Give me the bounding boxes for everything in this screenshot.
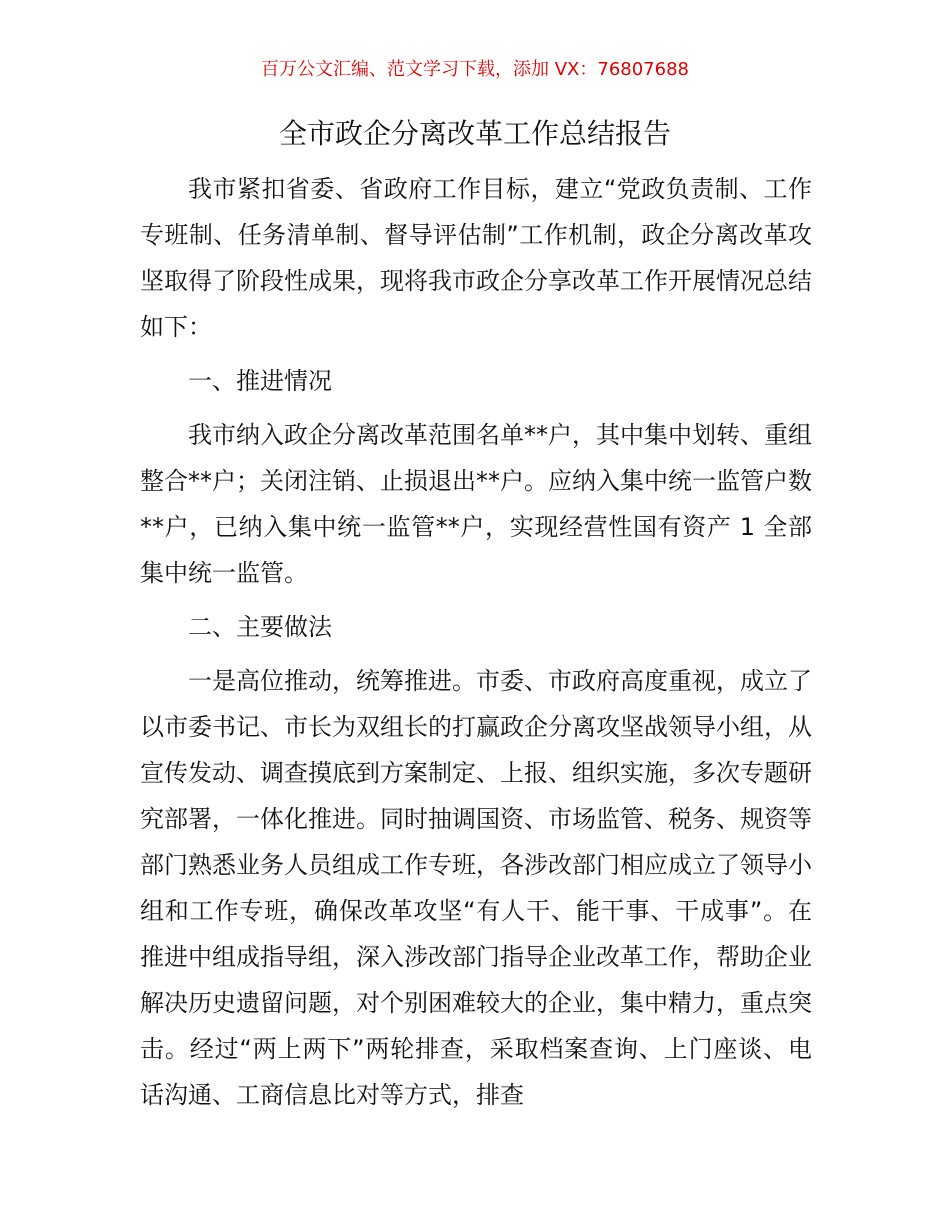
section-1-paragraph: 我市纳入政企分离改革范围名单**户，其中集中划转、重组整合**户；关闭注销、止损退出**户。应纳入集中统一监管户数**户，已纳入集中统一监管**户，实现经营性国有资产 1 全部集中统一监管。 — [140, 421, 812, 587]
header-banner: 百万公文汇编、范文学习下载，添加 VX：76807688 — [261, 59, 689, 80]
section-1-heading: 一、推进情况 — [188, 367, 332, 395]
section-2-paragraph: 一是高位推动，统筹推进。市委、市政府高度重视，成立了以市委书记、市长为双组长的打赢政企分离攻坚战领导小组，从宣传发动、调查摸底到方案制定、上报、组织实施，多次专题研究部署，一体化推进。同时抽调国资、市场监管、税务、规资等部门熟悉业务人员组成工作专班，各涉改部门相应成立了领导小组和工作专班，确保改革攻坚“有人干、能干事、干成事”。在推进中组成指导组，深入涉改部门指导企业改革工作，帮助企业解决历史遗留问题，对个别困难较大的企业，集中精力，重点突击。经过“两上两下”两轮排查，采取档案查询、上门座谈、电话沟通、工商信息比对等方式，排查 — [140, 667, 812, 1109]
intro-paragraph: 我市紧扣省委、省政府工作目标，建立“党政负责制、工作专班制、任务清单制、督导评估制”工作机制，政企分离改革攻坚取得了阶段性成果，现将我市政企分享改革工作开展情况总结如下： — [140, 175, 812, 341]
page-title: 全市政企分离改革工作总结报告 — [278, 117, 671, 150]
section-2-heading: 二、主要做法 — [188, 613, 332, 641]
document-body — [140, 166, 812, 1126]
